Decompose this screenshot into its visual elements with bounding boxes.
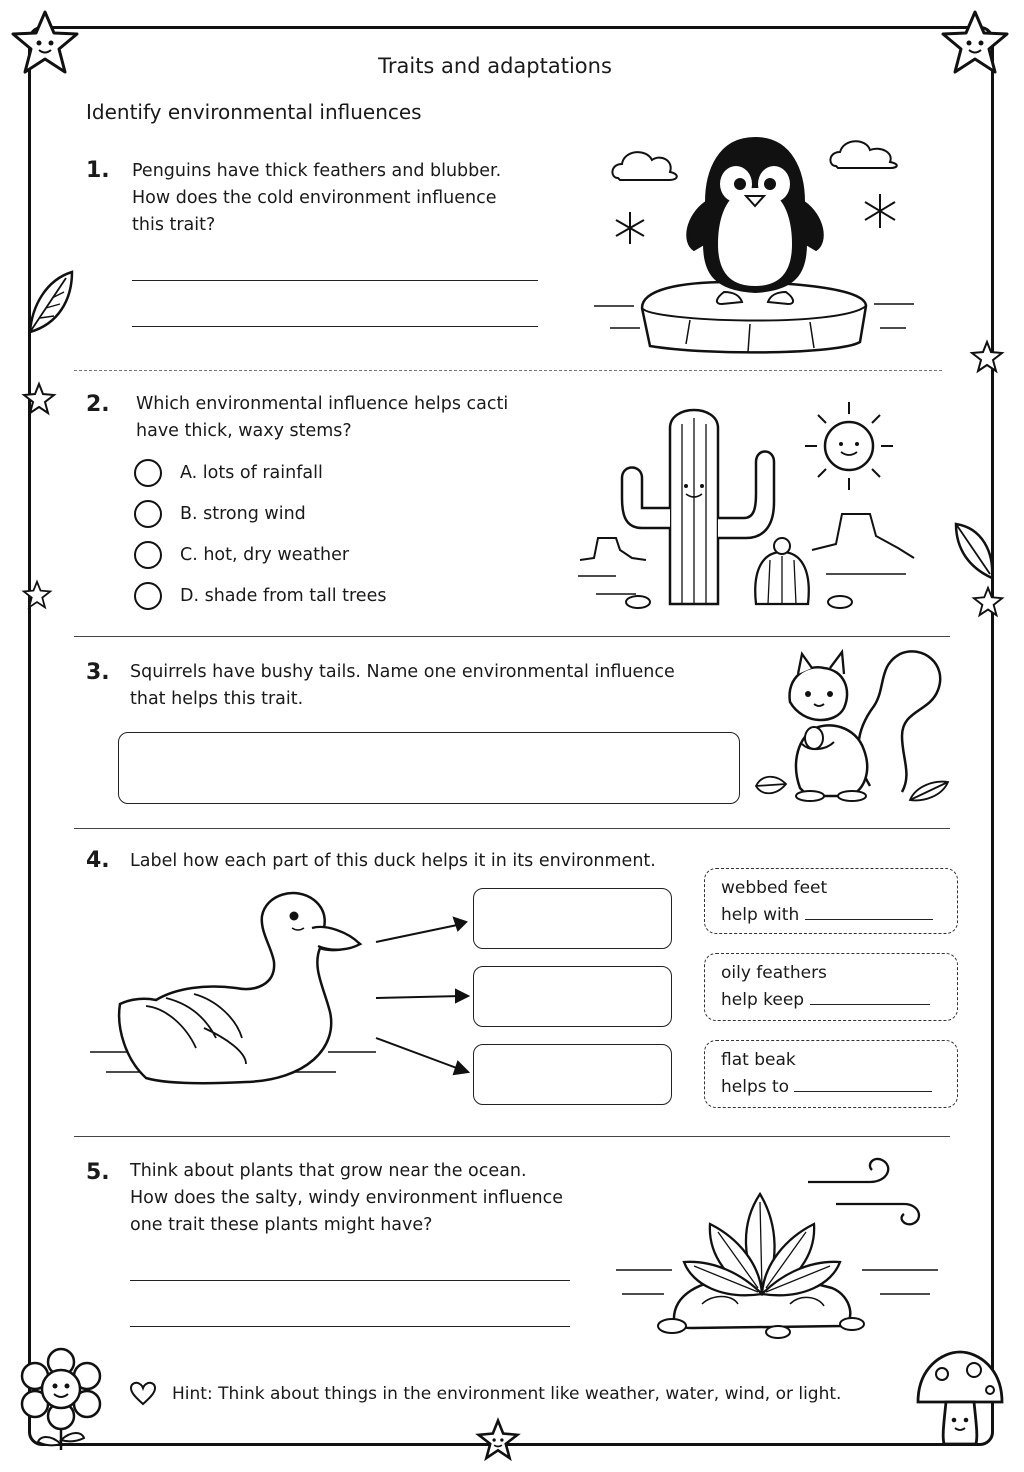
option-label: A. lots of rainfall xyxy=(180,463,323,483)
question-number: 4. xyxy=(86,848,110,873)
question-text-line: that helps this trait. xyxy=(130,689,304,709)
question-3-text xyxy=(130,659,675,713)
question-text-line: Squirrels have bushy tails. Name one environmental influence xyxy=(130,662,675,682)
question-text-line: How does the cold environment influence xyxy=(132,188,497,208)
question-text-line: have thick, waxy stems? xyxy=(136,421,352,441)
radio-circle[interactable] xyxy=(134,500,162,528)
hint-card-text: help with xyxy=(721,905,800,925)
fill-in-blank[interactable] xyxy=(810,990,930,1005)
beach-plant-icon xyxy=(612,1154,942,1342)
answer-line[interactable] xyxy=(130,1280,570,1281)
leaf-icon xyxy=(952,518,996,582)
section-divider xyxy=(74,370,942,371)
wind-icon xyxy=(808,1159,919,1224)
hint-card-line: oily feathers xyxy=(721,963,827,983)
answer-box[interactable] xyxy=(118,732,740,804)
hint-text: Hint: Think about things in the environment like weather, water, wind, or light. xyxy=(172,1384,842,1404)
fill-in-blank[interactable] xyxy=(794,1077,932,1092)
flower-icon xyxy=(16,1348,106,1452)
worksheet-title: Traits and adaptations xyxy=(378,54,612,78)
star-icon xyxy=(970,340,1004,374)
question-number: 2. xyxy=(86,392,110,417)
question-number: 1. xyxy=(86,158,110,183)
answer-option-b[interactable] xyxy=(134,498,306,530)
hint-card-line: webbed feet xyxy=(721,878,828,898)
question-2-text xyxy=(136,391,508,445)
answer-line[interactable] xyxy=(130,1326,570,1327)
option-label: D. shade from tall trees xyxy=(180,586,387,606)
hint-card-text: help keep xyxy=(721,990,805,1010)
question-text-line: Think about plants that grow near the ocean. xyxy=(130,1161,527,1181)
mushroom-icon xyxy=(912,1348,1008,1448)
question-text-line: Penguins have thick feathers and blubber. xyxy=(132,161,502,181)
question-number: 3. xyxy=(86,660,110,685)
star-icon xyxy=(972,586,1004,618)
hint-card-oily-feathers xyxy=(704,953,958,1021)
answer-option-a[interactable] xyxy=(134,457,323,489)
question-5-text xyxy=(130,1158,563,1239)
section-divider xyxy=(74,636,950,637)
option-label: B. strong wind xyxy=(180,504,306,524)
answer-option-c[interactable] xyxy=(134,539,349,571)
penguin-icon xyxy=(590,132,920,362)
fill-in-blank[interactable] xyxy=(805,905,933,920)
star-icon xyxy=(22,580,52,610)
question-number: 5. xyxy=(86,1160,110,1185)
hint-card-line: flat beak xyxy=(721,1050,796,1070)
heart-icon xyxy=(130,1382,156,1406)
label-box[interactable] xyxy=(473,1044,672,1105)
hint-card-flat-beak xyxy=(704,1040,958,1108)
question-text-line: Which environmental influence helps cacti xyxy=(136,394,509,414)
question-text-line: this trait? xyxy=(132,215,216,235)
hint-row xyxy=(130,1382,841,1406)
question-1-text xyxy=(132,158,501,239)
hint-card-line xyxy=(721,1074,957,1101)
answer-option-d[interactable] xyxy=(134,580,386,612)
hint-card-line xyxy=(721,987,957,1014)
answer-line[interactable] xyxy=(132,326,538,327)
star-icon xyxy=(476,1418,520,1462)
option-label: C. hot, dry weather xyxy=(180,545,350,565)
leaf-icon xyxy=(26,266,76,336)
hint-card-webbed-feet xyxy=(704,868,958,934)
worksheet-subtitle: Identify environmental influences xyxy=(86,100,422,124)
section-divider xyxy=(74,1136,950,1137)
label-box[interactable] xyxy=(473,888,672,949)
label-box[interactable] xyxy=(473,966,672,1027)
question-4-prompt: Label how each part of this duck helps it in its environment. xyxy=(130,851,656,871)
cactus-icon xyxy=(576,398,916,610)
squirrel-icon xyxy=(752,646,952,806)
sun-icon xyxy=(805,402,893,490)
radio-circle[interactable] xyxy=(134,541,162,569)
radio-circle[interactable] xyxy=(134,582,162,610)
question-text-line: one trait these plants might have? xyxy=(130,1215,433,1235)
radio-circle[interactable] xyxy=(134,459,162,487)
question-text-line: How does the salty, windy environment influence xyxy=(130,1188,563,1208)
hint-card-text: helps to xyxy=(721,1077,790,1097)
answer-line[interactable] xyxy=(132,280,538,281)
star-icon xyxy=(22,382,56,416)
section-divider xyxy=(74,828,950,829)
duck-icon xyxy=(86,888,480,1088)
hint-card-line xyxy=(721,902,957,929)
